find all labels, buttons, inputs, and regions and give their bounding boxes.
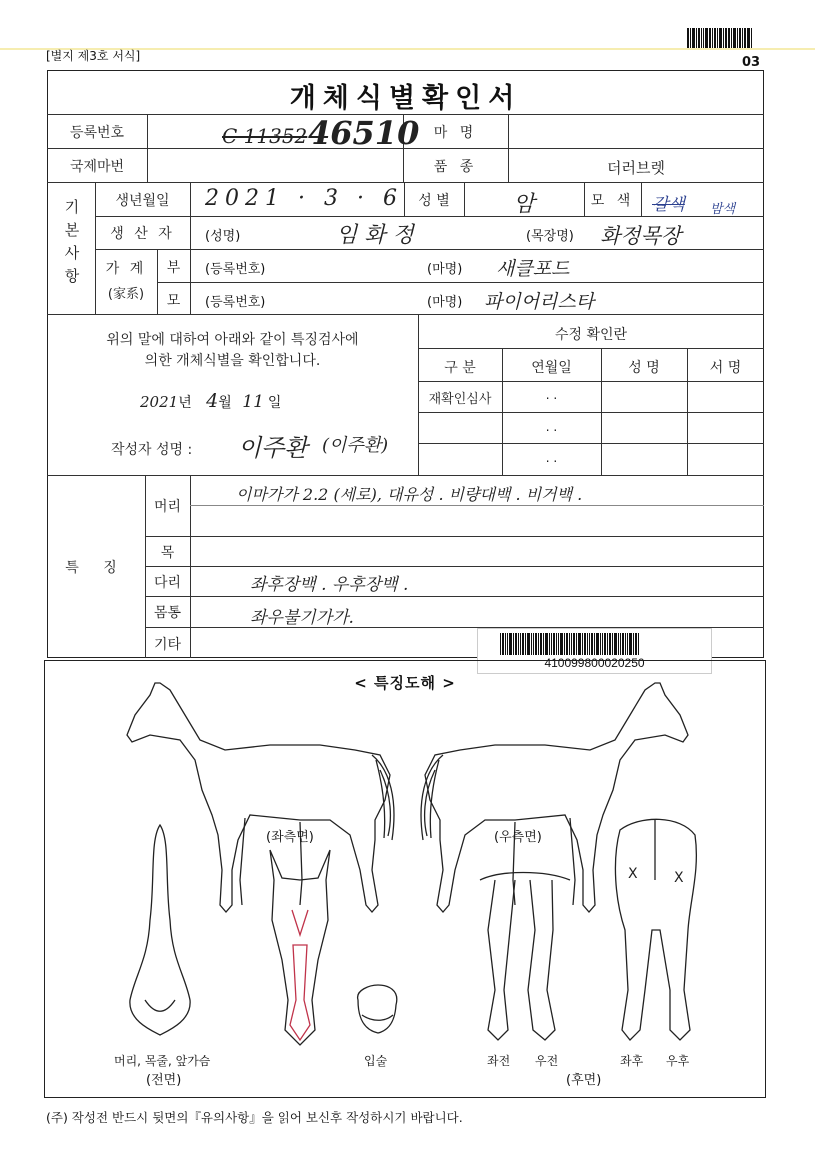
producer-name: 임 화 정: [336, 223, 414, 248]
mod-row2-dots: . .: [545, 420, 558, 434]
body-value: 좌우불기가가.: [250, 608, 354, 628]
body-label: 몸통: [153, 605, 182, 621]
color-struck: 갈색: [652, 195, 685, 215]
name-tag: (성명): [205, 229, 241, 244]
right-front-caption: 우전: [535, 1054, 559, 1068]
diagram-title: < 특징도해 >: [354, 674, 456, 692]
sire-horse-tag: (마명): [427, 262, 463, 277]
svg-text:X: X: [628, 866, 638, 882]
page-number: 03: [742, 55, 761, 70]
date-month: 4: [206, 390, 219, 412]
leg-value: 좌후장백 . 우후장백 .: [250, 575, 409, 595]
reg-no-label: 등록번호: [69, 125, 125, 141]
right-hind-caption: 우후: [666, 1054, 690, 1068]
head-label: 머리: [153, 499, 182, 515]
birth-value: 2021 · 3 · 6: [205, 186, 403, 211]
date-year: 2021: [140, 393, 179, 411]
front-view-caption: (전면): [146, 1073, 182, 1088]
front-neck-chest: [130, 825, 190, 1035]
dam-reg-tag: (등록번호): [205, 295, 266, 310]
reg-no-value: 46510: [308, 114, 420, 152]
writer-label: 작성자 성명 :: [111, 442, 193, 458]
lips-caption: 입술: [364, 1054, 388, 1068]
leg-label: 다리: [153, 575, 182, 591]
producer-label: 생 산 자: [110, 226, 175, 242]
color-value: 밤색: [710, 202, 736, 217]
barcode-number: 410099800020250: [544, 656, 645, 670]
mod-row3-dots: . .: [545, 451, 558, 465]
mod-title: 수정 확인란: [554, 327, 628, 343]
pedigree-label: 가 계: [105, 261, 147, 277]
pedigree-hanja: (家系): [107, 287, 145, 302]
reg-no-struck: C 11352: [222, 124, 308, 148]
mod-header-date: 연월일: [531, 360, 572, 376]
sire-label: 부: [166, 260, 181, 276]
left-side-caption: (좌측면): [266, 830, 314, 845]
day-label: 일: [267, 395, 282, 411]
writer-name: 이주환: [238, 434, 308, 462]
writer-sign: (이주환): [322, 435, 389, 456]
left-hind-caption: 좌후: [620, 1054, 644, 1068]
document-title: 개체식별확인서: [289, 83, 522, 114]
rear-view-caption: (후면): [566, 1073, 602, 1088]
mod-row1-label: 재확인심사: [428, 392, 492, 407]
horse-name-label: 마 명: [433, 125, 478, 141]
right-side-caption: (우측면): [494, 830, 542, 845]
mod-header-sign: 서 명: [709, 360, 742, 376]
dam-name: 파이어리스타: [484, 291, 595, 313]
sire-reg-tag: (등록번호): [205, 262, 266, 277]
confirm-line2: 의한 개체식별을 확인합니다.: [144, 353, 321, 369]
month-label: 월: [218, 395, 232, 411]
farm-name: 화정목장: [600, 224, 682, 248]
lips: [358, 985, 397, 1033]
sex-value: 암: [513, 192, 535, 217]
head-value: 이마가가 2.2 (세로), 대유성 . 비량대백 . 비거백 .: [236, 485, 583, 504]
sex-label: 성 별: [418, 193, 450, 209]
birth-label: 생년월일: [115, 193, 170, 209]
intl-no-label: 국제마번: [69, 159, 125, 175]
rear-legs: [615, 819, 696, 1040]
mod-header-name: 성 명: [628, 360, 660, 376]
left-front-caption: 좌전: [487, 1054, 511, 1068]
breed-value: 더러브렛: [607, 159, 665, 177]
farm-tag: (목장명): [526, 229, 574, 244]
etc-label: 기타: [153, 637, 182, 653]
basic-section-text: 기본사항: [64, 198, 80, 285]
front-head: [270, 850, 330, 1045]
footnote: (주) 작성전 반드시 뒷면의『유의사항』을 읽어 보신후 작성하시기 바랍니다.: [46, 1110, 463, 1125]
neck-label: 목: [160, 545, 175, 561]
dam-horse-tag: (마명): [427, 295, 463, 310]
color-label: 모 색: [590, 193, 635, 209]
front-legs: [480, 873, 570, 1041]
dam-label: 모: [166, 293, 181, 309]
year-label: 년: [178, 395, 192, 411]
mod-header-type: 구 분: [444, 360, 476, 376]
date-day: 11: [242, 392, 264, 412]
svg-text:X: X: [674, 870, 684, 886]
sire-name: 새클포드: [496, 258, 570, 280]
right-side-horse: [421, 683, 688, 912]
front-caption: 머리, 목줄, 앞가슴: [114, 1054, 211, 1068]
form-reference: [별지 제3호 서식]: [46, 49, 141, 63]
features-section-label: 특 징: [65, 560, 127, 576]
confirm-line1: 위의 말에 대하여 아래와 같이 특징검사에: [106, 332, 359, 348]
mod-row1-dots: . .: [545, 388, 558, 402]
breed-label: 품 종: [433, 159, 478, 175]
